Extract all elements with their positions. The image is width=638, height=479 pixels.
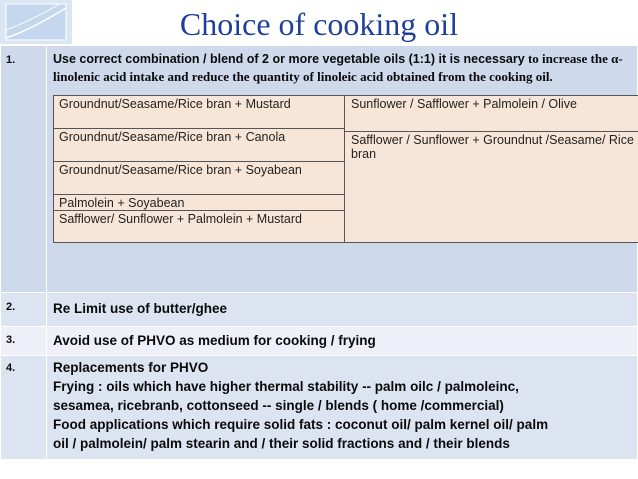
row-line: Replacements for PHVO [53, 360, 209, 375]
row-rest-text: to increase the α-linolenic acid intake and reduce the quantity of linoleic acid obtained from the cooking oil. [53, 51, 623, 84]
blend-column-left [54, 96, 345, 242]
blend-cell: Groundnut/Seasame/Rice bran + Soyabean [54, 162, 344, 195]
slide-title: Choice of cooking oil [179, 6, 459, 42]
row-line: Frying : oils which have higher thermal stability -- palm oilc / palmoleinc, [53, 379, 519, 394]
table-row [1, 293, 638, 327]
row-number: 2. [1, 293, 47, 327]
row-number: 4. [1, 356, 47, 460]
row-text: Avoid use of PHVO as medium for cooking / frying [47, 327, 638, 356]
blend-cell: Groundnut/Seasame/Rice bran + Canola [54, 129, 344, 162]
row-line: oil / palmolein/ palm stearin and / their solid fractions and / their blends [53, 436, 510, 451]
row-number: 3. [1, 327, 47, 356]
table-row [1, 327, 638, 356]
row-text [47, 46, 638, 293]
row-text: Re Limit use of butter/ghee [47, 293, 638, 327]
row-line: Food applications which require solid fats : coconut oil/ palm kernel oil/ palm [53, 417, 549, 432]
row-text [47, 356, 638, 460]
blend-cell: Safflower/ Sunflower + Palmolein + Mustard [59, 212, 302, 226]
blend-table [53, 95, 638, 243]
row-lead-text: Use correct combination / blend of 2 or more vegetable oils (1:1) it is necessary [53, 52, 525, 66]
blend-cell: Palmolein + Soyabean [54, 195, 344, 211]
content-table [0, 45, 638, 460]
blend-cell: Groundnut/Seasame/Rice bran + Mustard [54, 96, 344, 129]
table-row [1, 46, 638, 293]
blend-column-right [345, 96, 638, 162]
row-number: 1. [1, 46, 47, 293]
row-line: sesamea, ricebranb, cottonseed -- single / blends ( home /commercial) [53, 398, 504, 413]
table-row [1, 356, 638, 460]
blend-cell: Safflower / Sunflower + Groundnut /Seasame/ Rice bran [351, 133, 634, 161]
blend-cell: Sunflower / Safflower + Palmolein / Olive [345, 96, 638, 132]
